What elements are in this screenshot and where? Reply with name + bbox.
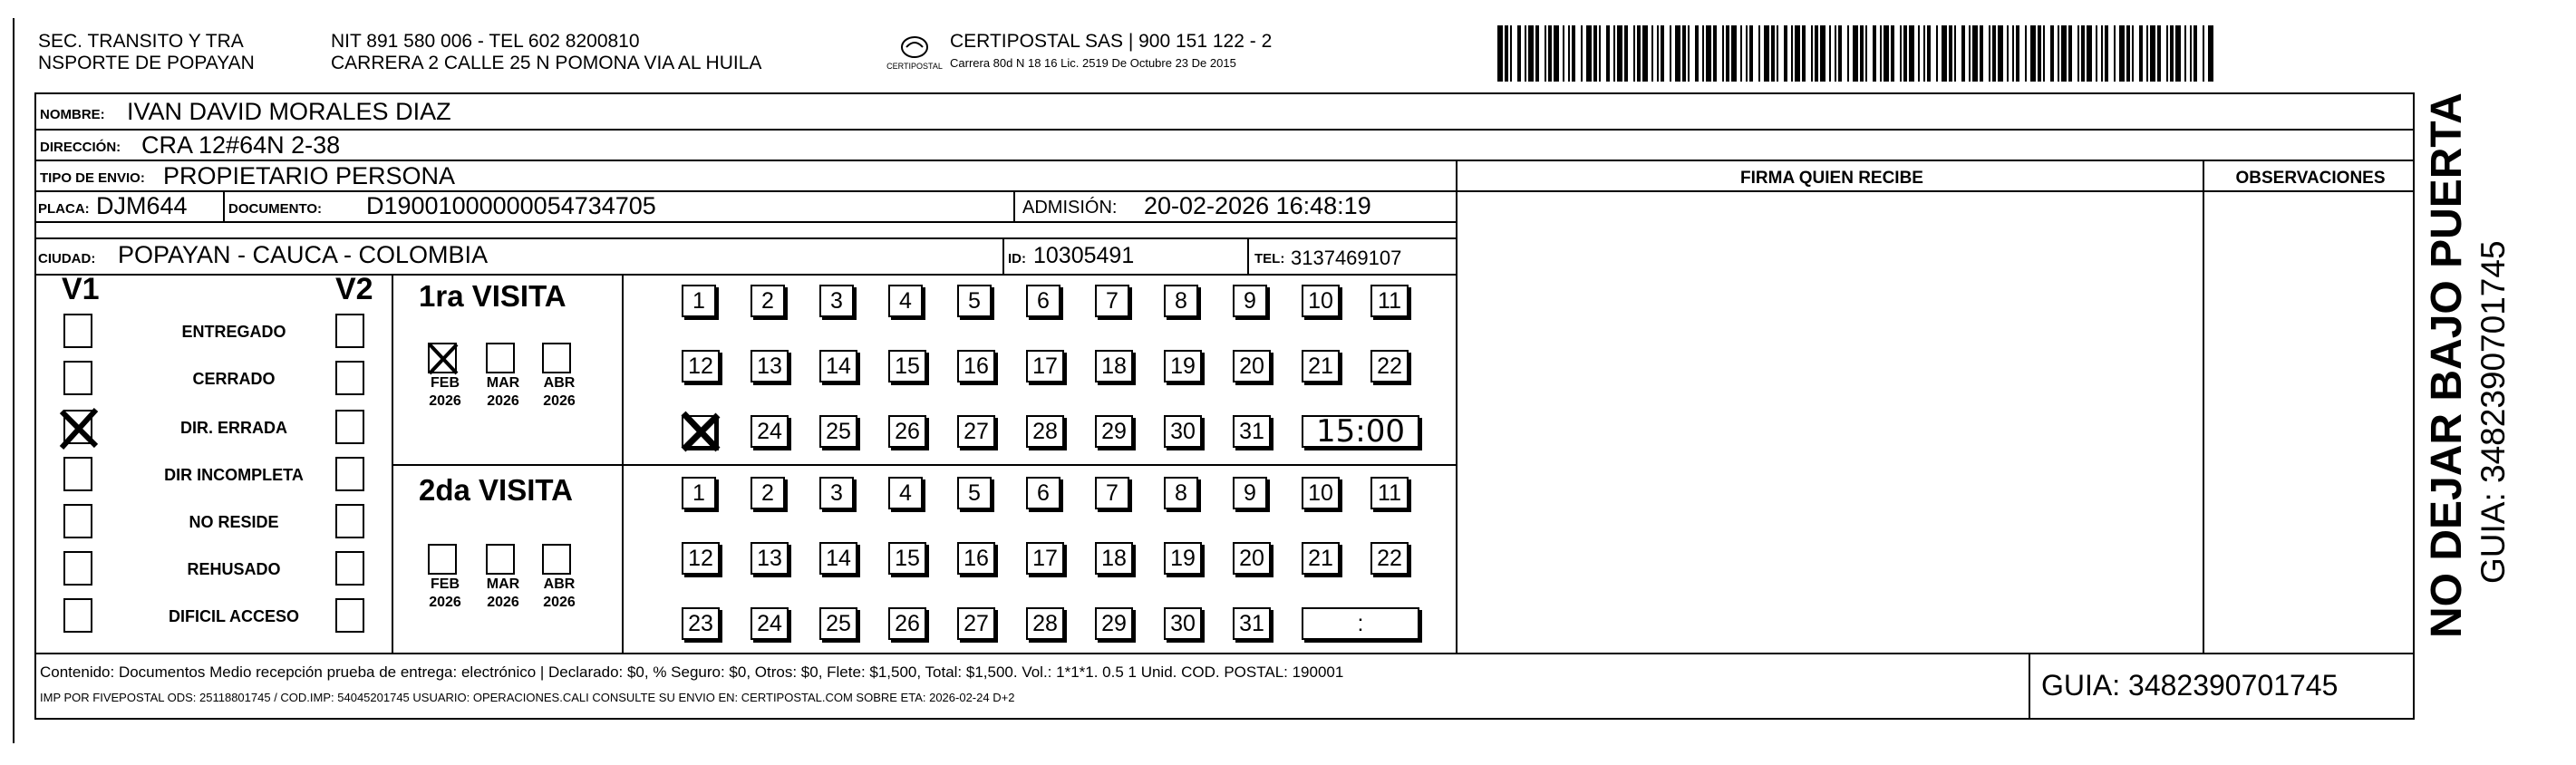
day-box[interactable]: 16 bbox=[957, 350, 995, 382]
footer-imp: IMP POR FIVEPOSTAL ODS: 25118801745 / COD.IMP: 54045201745 USUARIO: OPERACIONES.CALI CONSULTE SU ENVIO EN: CERTIPOSTAL.COM SOBRE ETA: 2026-02-24 D+2 bbox=[40, 691, 1015, 704]
v2-checkbox[interactable] bbox=[335, 551, 364, 586]
month-name: MAR bbox=[486, 576, 520, 592]
month-name: ABR bbox=[543, 375, 576, 391]
day-box[interactable]: 26 bbox=[888, 415, 926, 448]
day-box[interactable]: 9 bbox=[1233, 285, 1267, 317]
month-year: 2026 bbox=[543, 595, 576, 610]
day-box[interactable]: 13 bbox=[751, 542, 789, 575]
month-year: 2026 bbox=[487, 595, 519, 610]
day-box[interactable]: 25 bbox=[819, 607, 857, 640]
day-box[interactable]: 27 bbox=[957, 415, 995, 448]
documento-label: DOCUMENTO: bbox=[228, 201, 323, 217]
month-name: FEB bbox=[431, 375, 460, 391]
day-box[interactable]: 22 bbox=[1370, 542, 1409, 575]
day-box[interactable]: 17 bbox=[1026, 350, 1064, 382]
tipo-envio-value: PROPIETARIO PERSONA bbox=[163, 162, 456, 189]
day-box[interactable]: 1 bbox=[682, 477, 716, 509]
day-box[interactable]: 24 bbox=[751, 607, 789, 640]
direccion-value: CRA 12#64N 2-38 bbox=[141, 131, 341, 159]
direccion-label: DIRECCIÓN: bbox=[40, 140, 121, 155]
v2-checkbox[interactable] bbox=[335, 457, 364, 491]
v2-checkbox[interactable] bbox=[335, 504, 364, 538]
day-box[interactable]: 21 bbox=[1302, 350, 1340, 382]
id-value: 10305491 bbox=[1033, 243, 1135, 268]
status-label: ENTREGADO bbox=[181, 323, 286, 341]
ciudad-value: POPAYAN - CAUCA - COLOMBIA bbox=[118, 241, 489, 268]
tel-label: TEL: bbox=[1254, 251, 1285, 266]
day-box[interactable]: 3 bbox=[819, 285, 854, 317]
footer-contenido: Contenido: Documentos Medio recepción prueba de entrega: electrónico | Declarado: $0, % Seguro: $0, Otros: $0, Flete: $1,500, Total: $1,500. Vol.: 1*1*1. 0.5 1 Unid. COD. POSTAL: 190001 bbox=[40, 663, 1344, 681]
v1-checkbox[interactable] bbox=[63, 361, 92, 395]
v1-checkbox[interactable] bbox=[63, 551, 92, 586]
day-box[interactable]: 17 bbox=[1026, 542, 1064, 575]
footer-guia: GUIA: 3482390701745 bbox=[2041, 669, 2339, 702]
documento-value: D19001000000054734705 bbox=[366, 192, 656, 219]
carrier-address: Carrera 80d N 18 16 Lic. 2519 De Octubre 23 De 2015 bbox=[950, 56, 1236, 70]
status-label: DIR. ERRADA bbox=[179, 419, 287, 437]
placa-value: DJM644 bbox=[96, 192, 188, 219]
day-box[interactable]: 10 bbox=[1302, 285, 1340, 317]
day-box[interactable]: 19 bbox=[1164, 350, 1202, 382]
day-box[interactable]: 2 bbox=[751, 477, 785, 509]
month-year: 2026 bbox=[429, 393, 461, 409]
day-box[interactable]: 8 bbox=[1164, 285, 1198, 317]
month-year: 2026 bbox=[543, 393, 576, 409]
day-box[interactable]: 31 bbox=[1233, 607, 1271, 640]
v2-checkbox[interactable] bbox=[335, 361, 364, 395]
status-label: DIFICIL ACCESO bbox=[168, 607, 299, 625]
month-checkbox[interactable] bbox=[542, 544, 571, 575]
day-box[interactable]: 14 bbox=[819, 350, 857, 382]
day-box[interactable]: 12 bbox=[682, 350, 720, 382]
nombre-row bbox=[34, 92, 2415, 131]
observaciones-header bbox=[2203, 160, 2415, 192]
day-box[interactable]: 22 bbox=[1370, 350, 1409, 382]
day-box[interactable]: 3 bbox=[819, 477, 854, 509]
second-visit-title: 2da VISITA bbox=[419, 473, 573, 507]
day-box[interactable]: 4 bbox=[888, 285, 923, 317]
day-box[interactable]: 11 bbox=[1370, 477, 1409, 509]
day-box[interactable]: 10 bbox=[1302, 477, 1340, 509]
nombre-label: NOMBRE: bbox=[40, 107, 105, 122]
day-box[interactable]: 12 bbox=[682, 542, 720, 575]
v1-checkbox[interactable] bbox=[63, 504, 92, 538]
day-box[interactable]: 8 bbox=[1164, 477, 1198, 509]
sender-address: CARRERA 2 CALLE 25 N POMONA VIA AL HUILA bbox=[331, 53, 762, 73]
svg-text:CERTIPOSTAL: CERTIPOSTAL bbox=[886, 62, 943, 71]
day-box[interactable]: 19 bbox=[1164, 542, 1202, 575]
placa-label: PLACA: bbox=[38, 201, 90, 217]
day-box[interactable]: 6 bbox=[1026, 285, 1060, 317]
month-checkbox[interactable] bbox=[428, 544, 457, 575]
tipo-envio-row bbox=[34, 160, 1457, 192]
day-box[interactable]: 13 bbox=[751, 350, 789, 382]
day-box[interactable]: 6 bbox=[1026, 477, 1060, 509]
direccion-row bbox=[34, 129, 2415, 161]
v1-checkbox[interactable] bbox=[63, 314, 92, 348]
nombre-value: IVAN DAVID MORALES DIAZ bbox=[127, 98, 451, 125]
id-label: ID: bbox=[1008, 251, 1026, 266]
month-checkbox[interactable] bbox=[486, 343, 515, 373]
status-label: CERRADO bbox=[192, 370, 276, 388]
v1-checkbox[interactable] bbox=[63, 457, 92, 491]
day-box[interactable]: 28 bbox=[1026, 607, 1064, 640]
first-visit-title: 1ra VISITA bbox=[419, 279, 567, 313]
month-check-mark bbox=[426, 341, 460, 377]
carrier-name: CERTIPOSTAL SAS | 900 151 122 - 2 bbox=[950, 31, 1273, 52]
ciudad-label: CIUDAD: bbox=[38, 251, 96, 266]
v2-checkbox[interactable] bbox=[335, 314, 364, 348]
day-box[interactable]: 11 bbox=[1370, 285, 1409, 317]
day-box[interactable]: 29 bbox=[1095, 415, 1133, 448]
tipo-envio-label: TIPO DE ENVIO: bbox=[40, 170, 145, 186]
firma-header bbox=[1456, 160, 2204, 192]
day-box[interactable]: 24 bbox=[751, 415, 789, 448]
admision-value: 20-02-2026 16:48:19 bbox=[1144, 192, 1371, 219]
day-box[interactable]: 15 bbox=[888, 350, 926, 382]
side-guia: GUIA: 3482390701745 bbox=[2474, 240, 2512, 584]
time-box[interactable]: 15:00 bbox=[1302, 415, 1419, 448]
day-box[interactable]: 7 bbox=[1095, 285, 1129, 317]
certipostal-logo bbox=[886, 33, 943, 74]
firma-area[interactable] bbox=[1456, 190, 2204, 654]
day-box[interactable]: 29 bbox=[1095, 607, 1133, 640]
month-year: 2026 bbox=[487, 393, 519, 409]
month-name: ABR bbox=[543, 576, 576, 592]
day-box[interactable]: 1 bbox=[682, 285, 716, 317]
v1-check-mark bbox=[56, 406, 102, 451]
v2-checkbox[interactable] bbox=[335, 410, 364, 444]
day-box[interactable]: 2 bbox=[751, 285, 785, 317]
day-box[interactable]: 18 bbox=[1095, 350, 1133, 382]
day-box[interactable]: 23 bbox=[682, 607, 720, 640]
side-warning: NO DEJAR BAJO PUERTA bbox=[2423, 92, 2471, 638]
day-box[interactable]: 4 bbox=[888, 477, 923, 509]
day-check-mark bbox=[678, 410, 723, 455]
sender-nit: NIT 891 580 006 - TEL 602 8200810 bbox=[331, 31, 640, 52]
day-box[interactable]: 26 bbox=[888, 607, 926, 640]
day-box[interactable]: 5 bbox=[957, 285, 992, 317]
observaciones-label: OBSERVACIONES bbox=[2235, 169, 2386, 188]
day-box[interactable]: 15 bbox=[888, 542, 926, 575]
v1-checkbox[interactable] bbox=[63, 598, 92, 633]
barcode bbox=[1497, 25, 2215, 82]
month-year: 2026 bbox=[429, 595, 461, 610]
v2-label: V2 bbox=[335, 272, 373, 306]
month-checkbox[interactable] bbox=[486, 544, 515, 575]
month-checkbox[interactable] bbox=[542, 343, 571, 373]
day-box[interactable]: 20 bbox=[1233, 542, 1271, 575]
day-box[interactable]: 25 bbox=[819, 415, 857, 448]
observaciones-area[interactable] bbox=[2203, 190, 2415, 654]
sender-name-line1: SEC. TRANSITO Y TRA bbox=[38, 31, 244, 52]
day-box[interactable]: 30 bbox=[1164, 607, 1202, 640]
month-name: FEB bbox=[431, 576, 460, 592]
time-box[interactable]: : bbox=[1302, 607, 1419, 640]
sender-name-line2: NSPORTE DE POPAYAN bbox=[38, 53, 255, 73]
day-box[interactable]: 20 bbox=[1233, 350, 1271, 382]
day-box[interactable]: 21 bbox=[1302, 542, 1340, 575]
day-box[interactable]: 31 bbox=[1233, 415, 1271, 448]
month-name: MAR bbox=[486, 375, 520, 391]
status-label: DIR INCOMPLETA bbox=[164, 466, 304, 484]
day-box[interactable]: 9 bbox=[1233, 477, 1267, 509]
left-margin-line bbox=[13, 18, 15, 743]
admision-label: ADMISIÓN: bbox=[1022, 198, 1118, 218]
day-box[interactable]: 18 bbox=[1095, 542, 1133, 575]
day-box[interactable]: 28 bbox=[1026, 415, 1064, 448]
day-box[interactable]: 16 bbox=[957, 542, 995, 575]
firma-label: FIRMA QUIEN RECIBE bbox=[1740, 169, 1923, 188]
day-box[interactable]: 27 bbox=[957, 607, 995, 640]
day-box[interactable]: 7 bbox=[1095, 477, 1129, 509]
tel-value: 3137469107 bbox=[1291, 247, 1402, 269]
status-label: NO RESIDE bbox=[189, 513, 279, 531]
day-box[interactable]: 5 bbox=[957, 477, 992, 509]
day-box[interactable]: 30 bbox=[1164, 415, 1202, 448]
v2-checkbox[interactable] bbox=[335, 598, 364, 633]
status-label: REHUSADO bbox=[187, 560, 281, 578]
day-box[interactable]: 14 bbox=[819, 542, 857, 575]
v1-label: V1 bbox=[62, 272, 100, 306]
